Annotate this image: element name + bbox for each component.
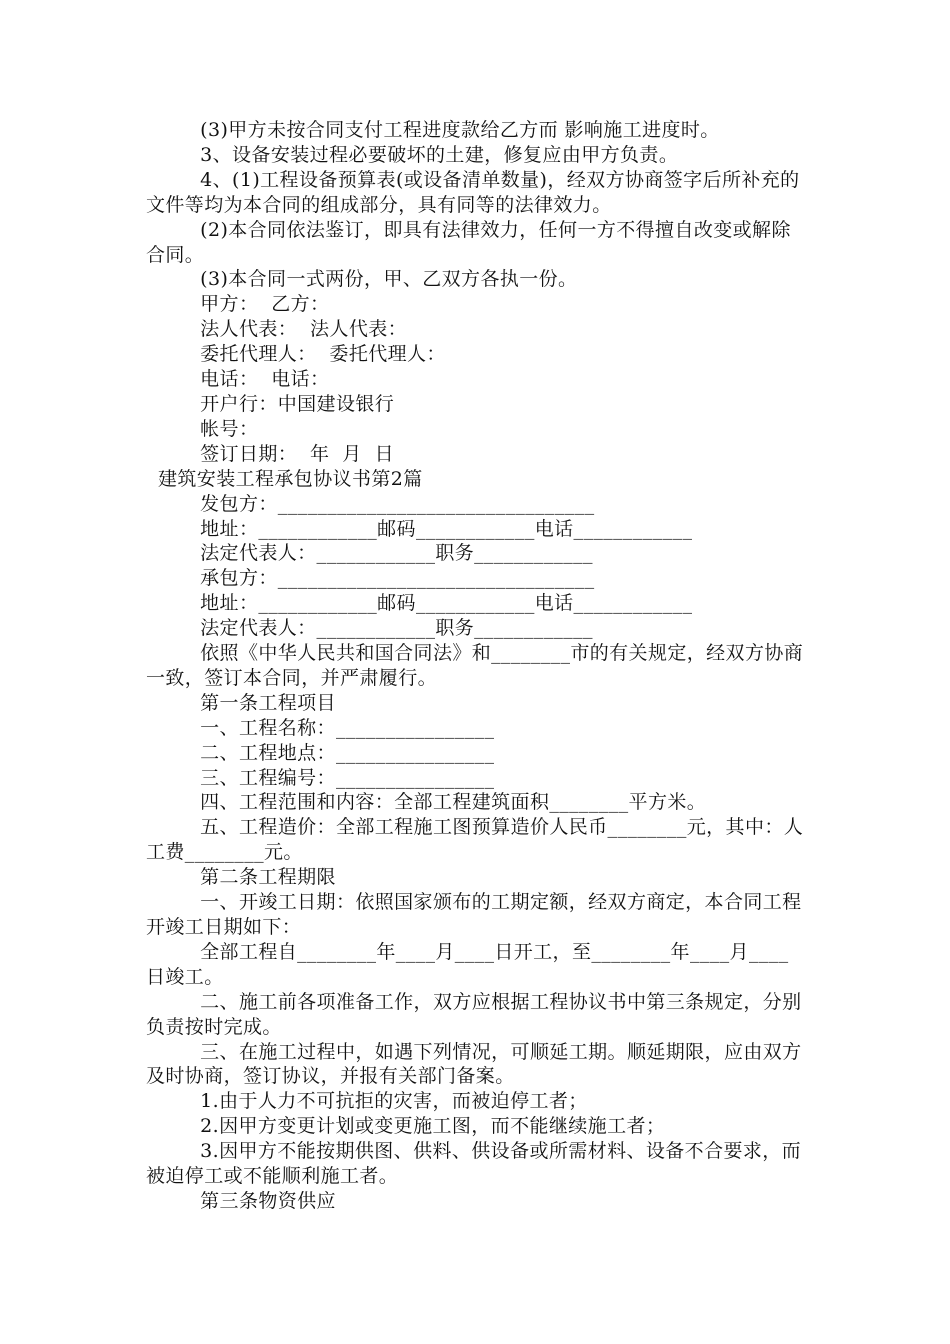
paragraph-item-3: 3、设备安装过程必要破坏的土建，修复应由甲方负责。 — [200, 143, 679, 166]
article-2-case-3: 3.因甲方不能按期供图、供料、供设备或所需材料、设备不合要求，而被迫停工或不能顺利施工者。 — [146, 1140, 802, 1188]
paragraph-preamble: 依照《中华人民共和国合同法》和________市的有关规定，经双方协商一致，签订本合同，并严肃履行。 — [146, 642, 804, 689]
article-1-name: 一、工程名称：________________ — [200, 716, 495, 739]
article-3-heading: 第三条物资供应 — [200, 1189, 336, 1212]
article-2-dates: 一、开竣工日期：依照国家颁布的工期定额，经双方商定，本合同工程开竣工日期如下： — [146, 891, 802, 938]
signature-agent: 委托代理人： 委托代理人： — [200, 343, 446, 366]
field-contractor-rep: 法定代表人：____________职务____________ — [200, 617, 593, 640]
paragraph-item-4-2: (2)本合同依法鉴订，即具有法律效力，任何一方不得擅自改变或解除合同。 — [146, 218, 791, 266]
paragraph-item-4-3: (3)本合同一式两份，甲、乙双方各执一份。 — [200, 268, 578, 291]
field-employer: 发包方：________________________________ — [200, 492, 595, 515]
field-contractor-address: 地址：____________邮码____________电话____________ — [200, 592, 693, 615]
field-employer-address: 地址：____________邮码____________电话____________ — [200, 517, 693, 540]
signature-bank: 开户行：中国建设银行 — [200, 392, 395, 415]
article-2-heading: 第二条工程期限 — [200, 866, 336, 889]
field-employer-rep: 法定代表人：____________职务____________ — [200, 542, 593, 565]
article-2-extension: 三、在施工过程中，如遇下列情况，可顺延工期。顺延期限，应由双方及时协商，签订协议，并报有关部门备案。 — [146, 1040, 802, 1088]
field-contractor: 承包方：________________________________ — [200, 567, 595, 590]
article-1-cost: 五、工程造价：全部工程施工图预算造价人民币________元，其中：人工费________元。 — [146, 816, 804, 864]
article-1-heading: 第一条工程项目 — [200, 691, 336, 714]
article-2-preparation: 二、施工前各项准备工作，双方应根据工程协议书中第三条规定，分别负责按时完成。 — [146, 990, 802, 1038]
article-1-scope: 四、工程范围和内容：全部工程建筑面积________平方米。 — [200, 791, 707, 814]
signature-date: 签订日期： 年 月 日 — [200, 442, 394, 465]
article-1-location: 二、工程地点：________________ — [200, 741, 495, 764]
article-2-case-1: 1.由于人力不可抗拒的灾害，而被迫停工者； — [200, 1090, 588, 1113]
article-2-case-2: 2.因甲方变更计划或变更施工图，而不能继续施工者； — [200, 1115, 666, 1138]
article-1-number: 三、工程编号：________________ — [200, 766, 495, 789]
section-title: 建筑安装工程承包协议书第2篇 — [158, 467, 423, 490]
signature-party: 甲方： 乙方： — [200, 293, 330, 316]
signature-legal-rep: 法人代表： 法人代表： — [200, 318, 408, 341]
signature-account: 帐号： — [200, 417, 259, 440]
paragraph-item-4-1: 4、(1)工程设备预算表(或设备清单数量)，经双方协商签字后所补充的文件等均为本合同的组成部分，具有同等的法律效力。 — [146, 168, 800, 216]
article-2-schedule: 全部工程自________年____月____日开工，至________年____月____日竣工。 — [146, 940, 789, 988]
contract-body — [146, 118, 806, 1214]
signature-phone: 电话： 电话： — [200, 368, 330, 391]
paragraph-3-3: (3)甲方未按合同支付工程进度款给乙方而 影响施工进度时。 — [200, 119, 720, 141]
